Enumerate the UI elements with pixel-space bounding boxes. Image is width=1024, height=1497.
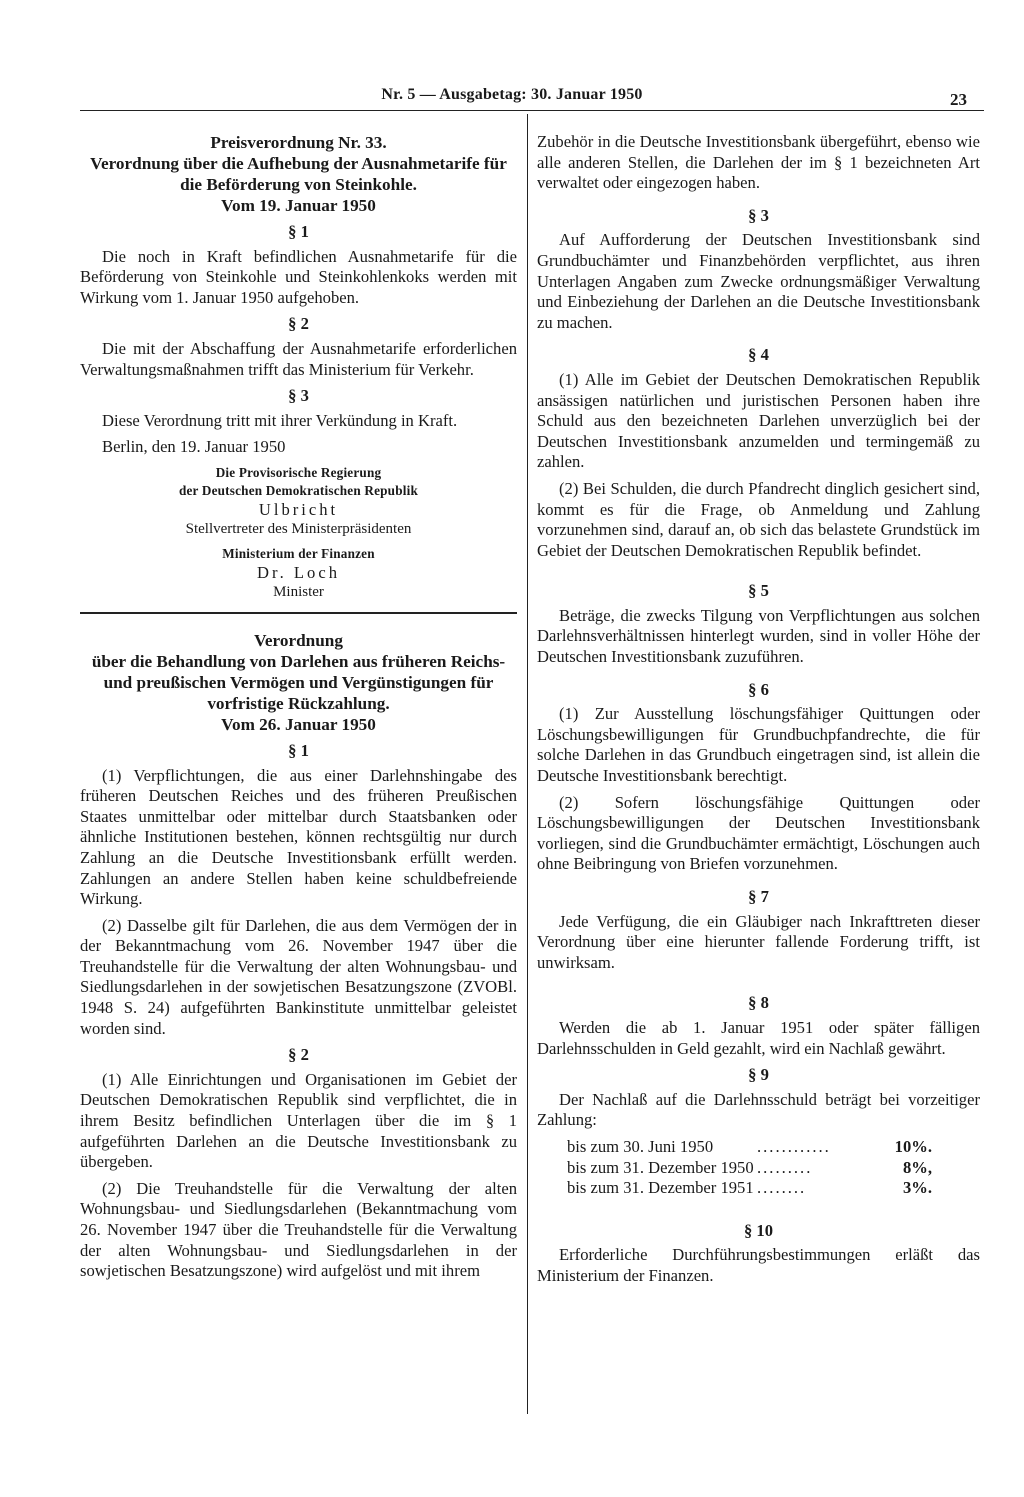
rate-percent: 10%. [894,1136,932,1156]
section-paragraph: (2) Bei Schulden, die durch Pfandrecht dinglich gesichert sind, kommt es für die Frage, ob Anmeldung und Zahlung vorzunehmen sind, darauf an, ob sich das belastete Grundstück im Gebiet der Deutschen Demokratischen Republik befindet. [537,478,980,560]
section-text: Werden die ab 1. Januar 1951 oder später fälligen Darlehnsschulden in Geld gezahlt, wird ein Nachlaß gewährt. [537,1017,980,1058]
ministry-name: Ministerium der Finanzen [222,545,375,561]
section-heading: § 10 [743,1220,774,1240]
right-column [537,132,980,1293]
section-paragraph: (1) Alle im Gebiet der Deutschen Demokratischen Republik ansässigen natürlichen und juristischen Personen haben ihre Schuld aus den bezeichneten Darlehen unverzüglich bei der Deutschen Investitionsbank anzumelden und termingemäß zu zahlen. [537,369,980,472]
section-paragraph: (1) Zur Ausstellung löschungsfähiger Quittungen oder Löschungsbewilligungen für Grundbuchpfandrechte, die für solche Darlehen in das Grundbuch eingetragen sind, ist allein die Deutsche Investitionsbank berechtigt. [537,704,980,786]
page-header-title: Nr. 5 — Ausgabetag: 30. Januar 1950 [381,86,643,103]
section-paragraph: (2) Sofern löschungsfähige Quittungen oder Löschungsbewilligungen der Deutschen Investitionsbank vorliegen, sind die Grundbuchämter ermächtigt, Löschungen auch ohne Beibringung von Briefen vorzunehmen. [537,792,980,874]
section-paragraph: (2) Dasselbe gilt für Darlehen, die aus dem Vermögen der in der Bekanntmachung vom 26. November 1947 über die Treuhandstelle für die Verwaltung der alten Wohnungsbau- und Siedlungsdarlehen in der sowjetischen Besatzungszone (ZVOBl. 1948 S. 24) aufgeführten Bankinstitute unmittelbar geleistet worden sind. [80,915,517,1038]
left-column [80,132,517,1288]
section-heading: § 3 [748,205,769,225]
section-heading: § 3 [288,386,309,406]
ordinance-title: Verordnung über die Aufhebung der Ausnahmetarife für die Beförderung von Steinkohle. [90,154,507,194]
place-date: Berlin, den 19. Januar 1950 [102,437,286,457]
section-heading: § 2 [288,314,309,334]
section-heading: § 5 [748,581,769,601]
price-ordinance [80,132,517,602]
rate-row [567,1158,932,1179]
section-text: Die noch in Kraft befindlichen Ausnahmetarife für die Beförderung von Steinkohle und Steinkohlenkoks werden mit Wirkung vom 1. Januar 1950 aufgehoben. [80,246,517,307]
rate-percent: 8%, [902,1157,932,1177]
page-number: 23 [950,90,967,109]
ordinance-separator [80,612,517,614]
rate-row [567,1178,932,1199]
section-text: Jede Verfügung, die ein Gläubiger nach Inkrafttreten dieser Verordnung über eine hierunter fallende Forderung trifft, ist unwirksam. [537,911,980,972]
section-text: Der Nachlaß auf die Darlehnsschuld beträgt bei vorzeitiger Zahlung: [537,1089,980,1130]
section-text: Beträge, die zwecks Tilgung von Verpflichtungen aus solchen Darlehnsverhältnissen hinterlegt wurden, sind in voller Höhe der Deutschen Investitionsbank zuzuführen. [537,605,980,667]
government-name: Die Provisorische Regierung [215,464,382,480]
rate-deadline: bis zum 31. Dezember 1950 [567,1157,754,1177]
government-name-line2: der Deutschen Demokratischen Republik [178,482,419,498]
section-heading: § 4 [748,345,769,365]
rate-deadline: bis zum 31. Dezember 1951 [567,1178,754,1198]
rate-leader-dots: ......... [757,1157,813,1177]
signer-name: Dr. Loch [257,562,340,582]
section-paragraph: (1) Verpflichtungen, die aus einer Darlehnshingabe des früheren Deutschen Reiches und des früheren Preußischen Staates unmittelbar oder mittelbar durch Staatsbanken oder ähnliche Institutionen bestehen, können rechtsgültig nur durch Zahlung an die Deutsche Investitionsbank erfüllt werden. Zahlungen an andere Stellen haben keine schuldbefreiende Wirkung. [80,765,517,909]
signer-name: Ulbricht [258,499,339,519]
section-text: Die mit der Abschaffung der Ausnahmetarife erforderlichen Verwaltungsmaßnahmen trifft das Ministerium für Verkehr. [80,338,517,379]
section-heading: § 1 [288,740,309,760]
header-rule [80,110,984,111]
section-heading: § 1 [288,222,309,241]
section-heading: § 6 [748,679,769,699]
rate-leader-dots: ........ [757,1178,807,1198]
section-text: Erforderliche Durchführungsbestimmungen erläßt das Ministerium der Finanzen. [537,1245,980,1285]
section-heading: § 2 [288,1045,309,1065]
section-heading: § 7 [748,887,769,906]
column-divider [527,114,528,1414]
ordinance-date: Vom 26. Januar 1950 [221,714,376,734]
section-paragraph: (2) Die Treuhandstelle für die Verwaltung der alten Wohnungsbau- und Siedlungsdarlehen (Bekanntmachung vom 26. November 1947 über die Treuhandstelle für die Verwaltung der alten Wohnungsbau- und Siedlungsdarlehen in der sowjetischen Besatzungszone) wird aufgelöst und mit ihrem [80,1178,517,1281]
section-paragraph: (1) Alle Einrichtungen und Organisationen im Gebiet der Deutschen Demokratischen Republik sind verpflichtet, die in ihrem Besitz befindlichen Unterlagen über die im § 1 aufgeführten Darlehen an die Deutsche Investitionsbank zu übergeben. [80,1069,517,1172]
loan-ordinance [80,630,517,1282]
signer-role: Stellvertreter des Ministerpräsidenten [185,520,412,537]
rate-row [567,1137,932,1158]
section-text: Diese Verordnung tritt mit ihrer Verkündung in Kraft. [102,410,458,430]
section-heading: § 9 [748,1065,769,1085]
discount-rates-table [567,1137,932,1199]
ordinance-date: Vom 19. Januar 1950 [221,196,376,215]
section-heading: § 8 [748,993,769,1013]
signature-block [80,464,517,602]
rate-deadline: bis zum 30. Juni 1950 [567,1136,714,1156]
ordinance-title-short: Verordnung [254,630,343,650]
section-text: Auf Aufforderung der Deutschen Investitionsbank sind Grundbuchämter und Finanzbehörden verpflichtet, aus ihren Unterlagen Angaben zum Zwecke ordnungsmäßiger Verwaltung und Einbeziehung der Darlehen an die Deutsche Investitionsbank zu machen. [537,230,980,332]
signer-role: Minister [273,583,324,600]
ordinance-title: über die Behandlung von Darlehen aus früheren Reichs- und preußischen Vermögen und Vergünstigungen für vorfristige Rückzahlung. [91,651,506,713]
ordinance-number-title: Preisverordnung Nr. 33. [210,133,387,152]
section-paragraph-continued: Zubehör in die Deutsche Investitionsbank übergeführt, ebenso wie alle anderen Stellen, die Darlehen der im § 1 bezeichneten Art verwaltet oder eingezogen haben. [537,132,980,193]
rate-leader-dots: ............ [757,1136,831,1156]
rate-percent: 3%. [902,1178,932,1198]
